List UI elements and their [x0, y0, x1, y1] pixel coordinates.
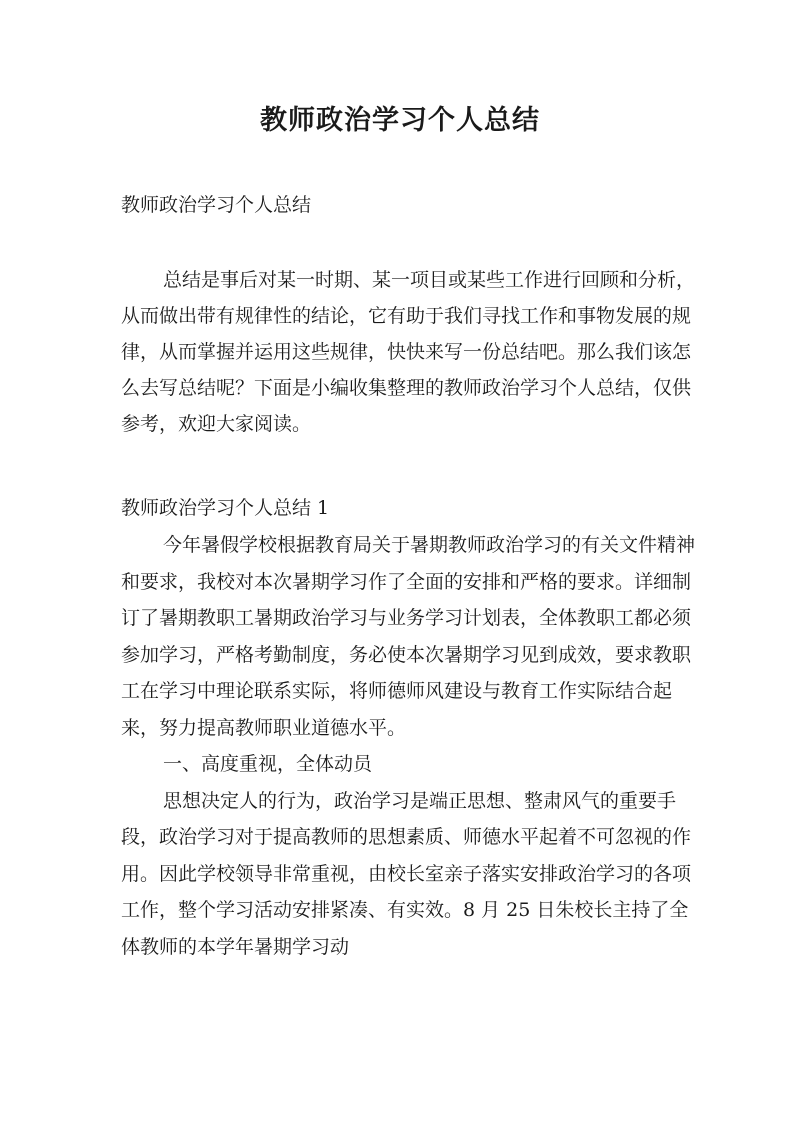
body-paragraph: 今年暑假学校根据教育局关于暑期教师政治学习的有关文件精神和要求，我校对本次暑期学习作了全面的安排和严格的要求。详细制订了暑期教职工暑期政治学习与业务学习计划表，全体教职工都必须参加学习，严格考勤制度，务必使本次暑期学习见到成效，要求教职工在学习中理论联系实际，将师德师风建设与教育工作实际结合起来，努力提高教师职业道德水平。: [121, 534, 696, 739]
document-title: 教师政治学习个人总结: [260, 105, 540, 136]
body-paragraph: 思想决定人的行为，政治学习是端正思想、整肃风气的重要手段，政治学习对于提高教师的思想素质、师德水平起着不可忽视的作用。因此学校领导非常重视，由校长室亲子落实安排政治学习的各项工作，整个学习活动安排紧凑、有实效。8 月 25 日朱校长主持了全体教师的本学年暑期学习动: [121, 789, 692, 958]
section-body: [121, 527, 701, 965]
section-title: 教师政治学习个人总结 1: [121, 497, 330, 519]
intro-paragraph: 总结是事后对某一时期、某一项目或某些工作进行回顾和分析，从而做出带有规律性的结论，它有助于我们寻找工作和事物发展的规律，从而掌握并运用这些规律，快快来写一份总结吧。那么我们该怎么去写总结呢？下面是小编收集整理的教师政治学习个人总结，仅供参考，欢迎大家阅读。: [121, 269, 696, 435]
sub-heading: 一、高度重视，全体动员: [163, 753, 373, 775]
document-subtitle: 教师政治学习个人总结: [121, 194, 312, 216]
